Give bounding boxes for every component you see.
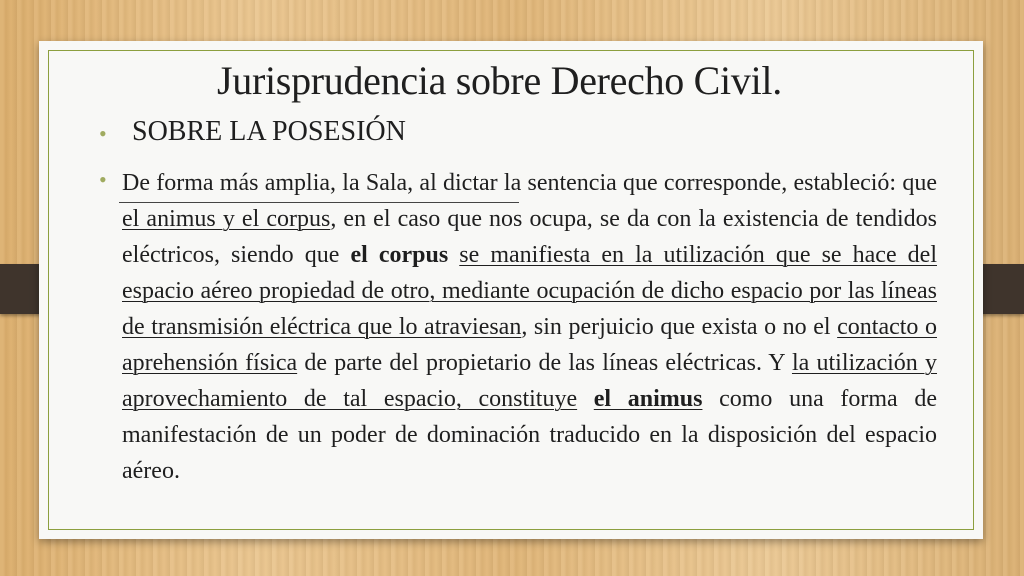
text-run: de parte del propietario de las líneas eléctricas. Y	[297, 350, 792, 376]
underlined-text: la utilización y aprovechamiento de tal espacio, constituye	[122, 350, 938, 412]
text-run: como una forma de manifestación de un poder de dominación traducido en la disposición del espacio aéreo.	[122, 386, 937, 484]
underlined-text: se manifiesta en la utilización que se hace del espacio aéreo propiedad de otro, mediante ocupación de dicho espacio por las líneas de transmisión eléctrica que lo atraviesan	[122, 242, 937, 340]
slide-panel	[39, 41, 983, 539]
bullet-icon: •	[99, 167, 107, 192]
body-paragraph	[122, 165, 937, 489]
text-run: De forma más amplia, la Sala, al dictar la sentencia que corresponde, estableció: que	[122, 170, 937, 196]
slide-title: Jurisprudencia sobre Derecho Civil.	[217, 58, 782, 103]
text-run: , sin perjuicio que exista o no el	[521, 314, 838, 340]
bullet-icon: •	[99, 121, 107, 146]
bold-underlined-text: el animus	[593, 386, 703, 412]
text-run: , en el caso que nos ocupa, se da con la existencia de tendidos eléctricos, siendo que	[122, 206, 937, 268]
underlined-text: contacto o aprehensión física	[122, 314, 937, 376]
bold-text: el corpus	[350, 242, 449, 268]
text-run	[448, 242, 459, 268]
text-run	[577, 386, 594, 412]
bullet-heading: SOBRE LA POSESIÓN	[132, 116, 406, 147]
underlined-text: el animus y el corpus	[122, 206, 331, 232]
